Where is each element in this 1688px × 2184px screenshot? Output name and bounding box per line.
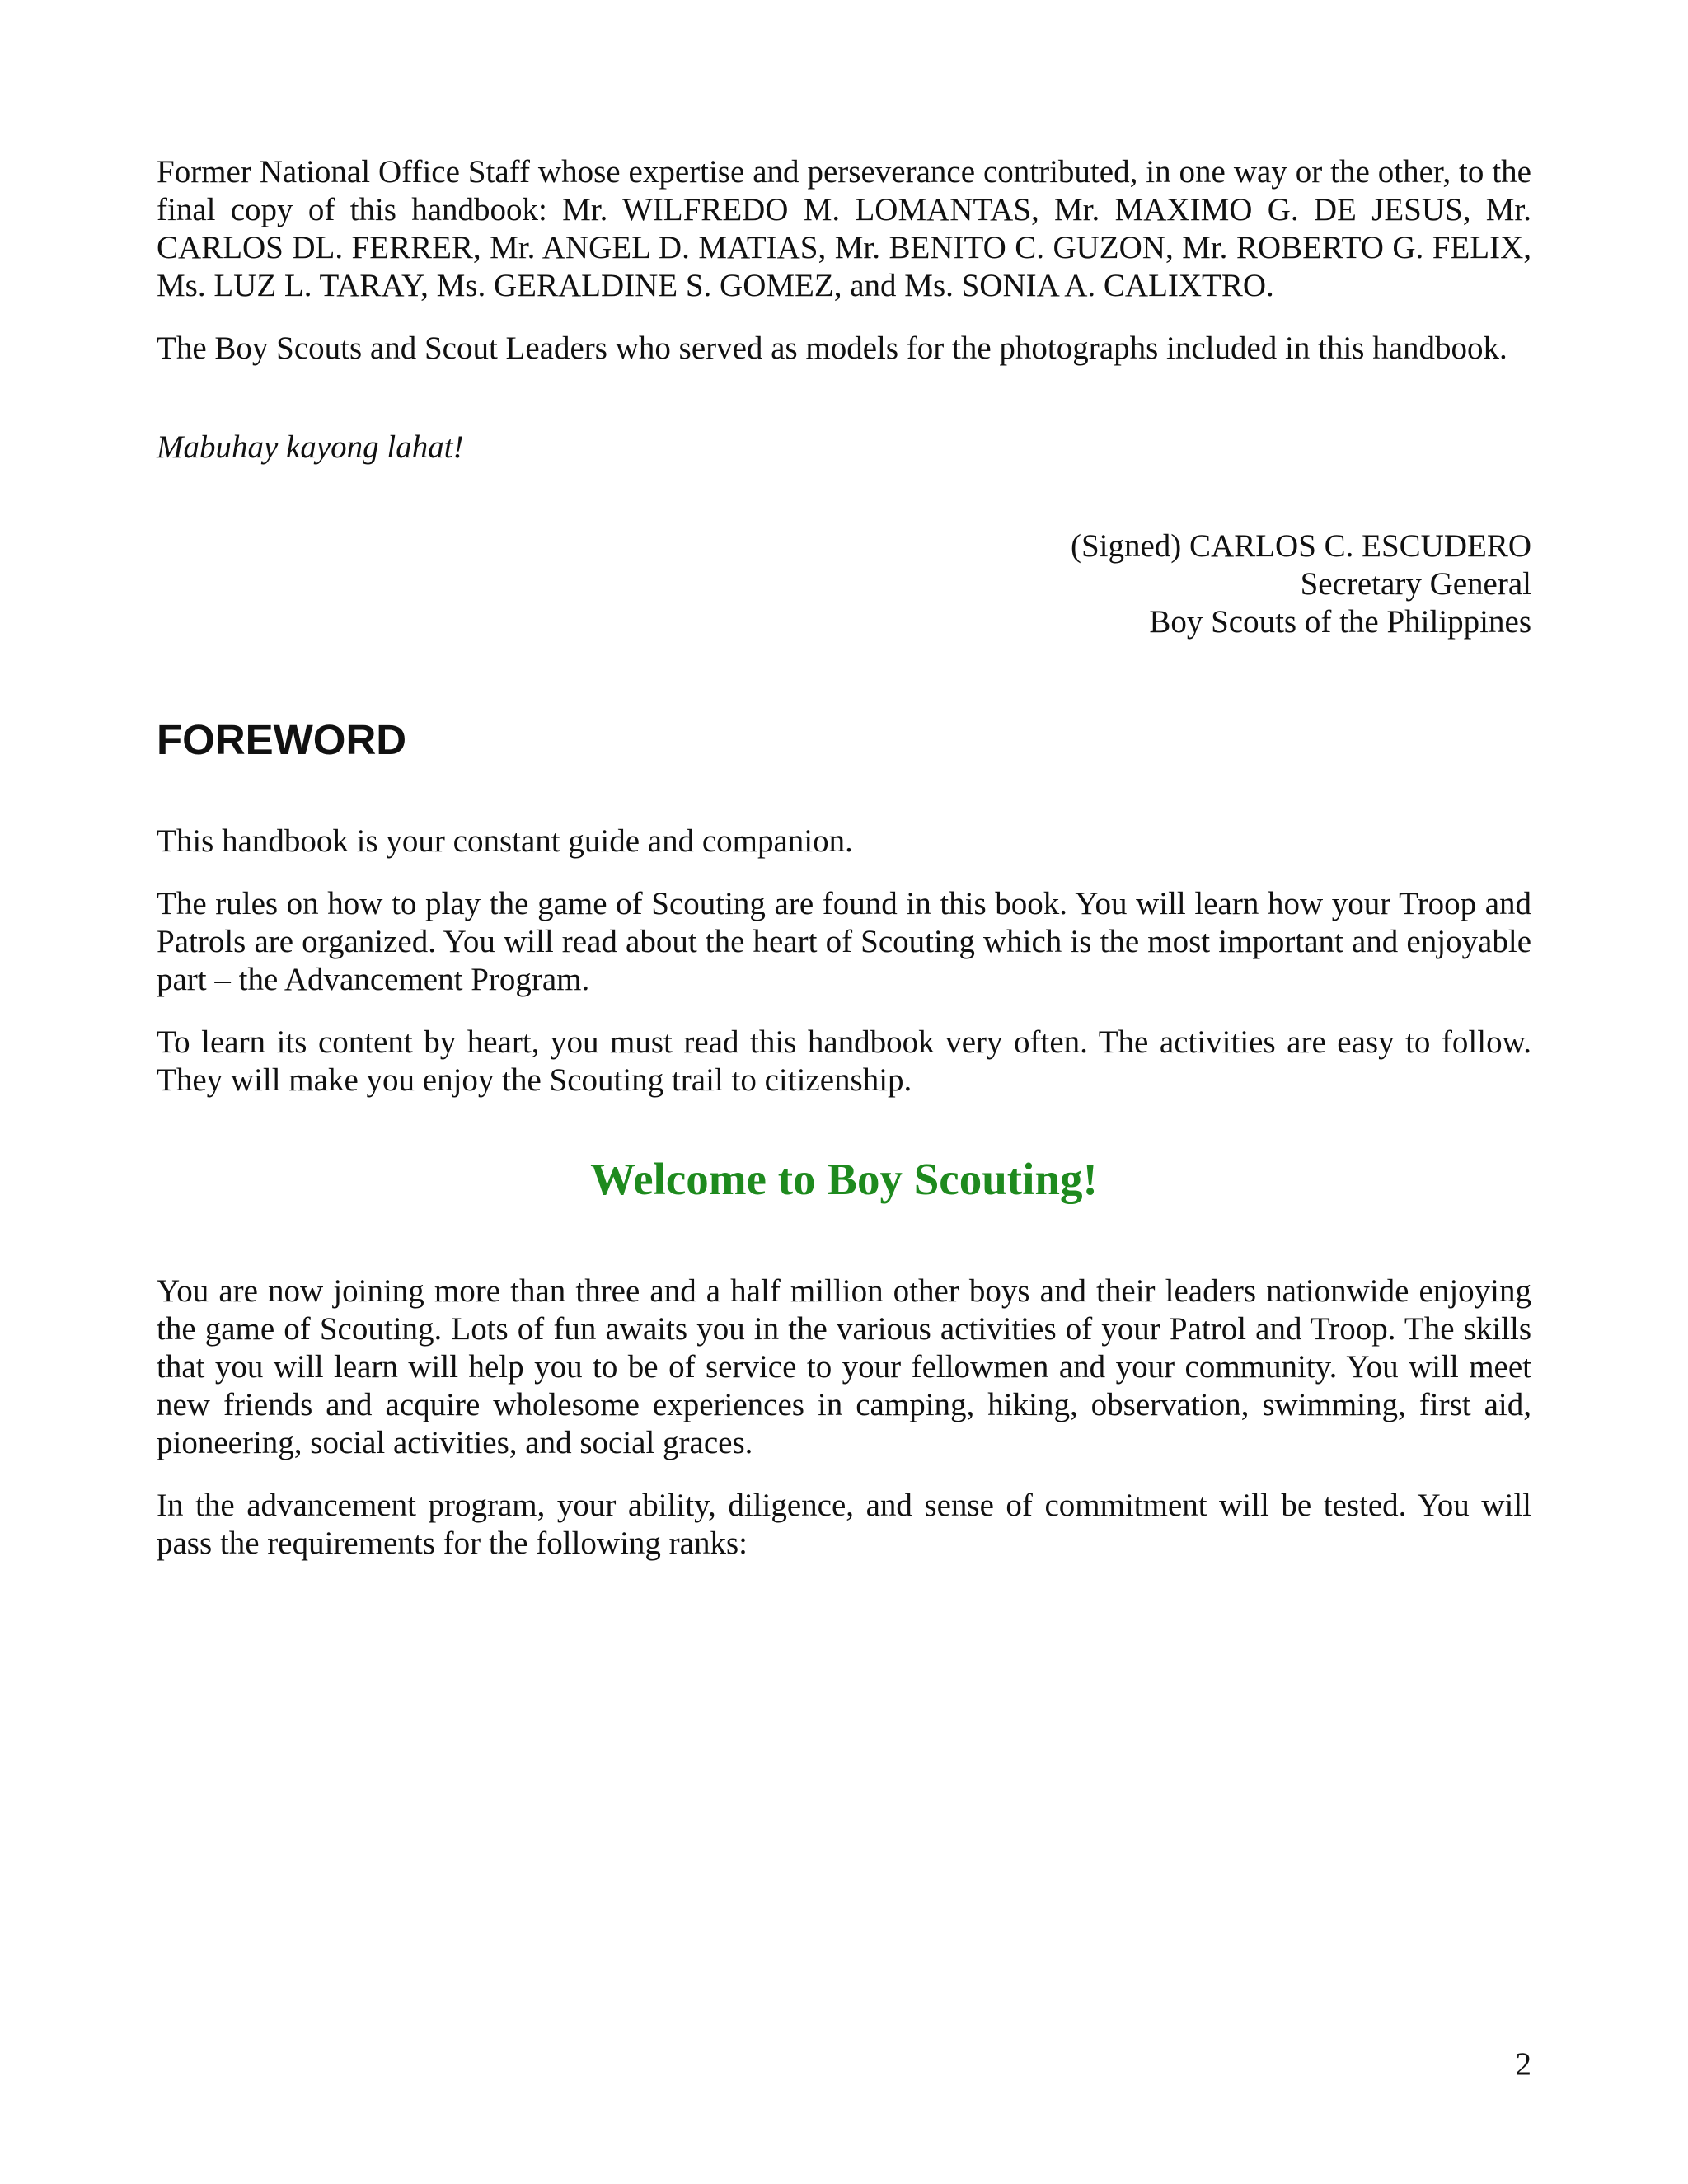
welcome-paragraph-1: You are now joining more than three and a half million other boys and their leaders nationwide enjoying the game of Scouting. Lots of fun awaits you in the various activities of your Patrol and Troop. The skills that you will learn will help you to be of service to your fellowmen and your community. You will meet new friends and acquire wholesome experiences in camping, hiking, observation, swimming, first aid, pioneering, social activities, and social graces. [157,1273,1531,1460]
foreword-heading: FOREWORD [157,716,407,763]
page-number: 2 [1515,2046,1531,2082]
models-acknowledgement-paragraph: The Boy Scouts and Scout Leaders who served as models for the photographs included in this handbook. [157,330,1507,366]
welcome-body [157,1272,1531,1563]
foreword-paragraph-3: To learn its content by heart, you must read this handbook very often. The activities are easy to follow. They will make you enjoy the Scouting trail to citizenship. [157,1024,1531,1098]
foreword-paragraph-2: The rules on how to play the game of Scouting are found in this book. You will learn how your Troop and Patrols are organized. You will read about the heart of Scouting which is the most important and enjoyable part – the Advancement Program. [157,886,1531,997]
closing-greeting: Mabuhay kayong lahat! [157,429,464,465]
welcome-paragraph-2: In the advancement program, your ability, diligence, and sense of commitment will be tested. You will pass the requirements for the following ranks: [157,1488,1531,1561]
document-page [157,153,1531,1587]
foreword-body [157,823,1531,1099]
staff-acknowledgement-paragraph: Former National Office Staff whose expertise and perseverance contributed, in one way or the other, to the final copy of this handbook: Mr. WILFREDO M. LOMANTAS, Mr. MAXIMO G. DE JESUS, Mr. CARLOS DL. FERRER, Mr. ANGEL D. MATIAS, Mr. BENITO C. GUZON, Mr. ROBERTO G. FELIX, Ms. LUZ L. TARAY, Ms. GERALDINE S. GOMEZ, and Ms. SONIA A. CALIXTRO. [157,154,1531,303]
welcome-heading: Welcome to Boy Scouting! [590,1154,1098,1204]
signatory-title: Secretary General [1300,566,1531,602]
foreword-paragraph-1: This handbook is your constant guide and companion. [157,823,853,859]
signatory-organization: Boy Scouts of the Philippines [1149,604,1531,640]
signature-block [157,527,1531,641]
signatory-name: (Signed) CARLOS C. ESCUDERO [1070,528,1531,564]
